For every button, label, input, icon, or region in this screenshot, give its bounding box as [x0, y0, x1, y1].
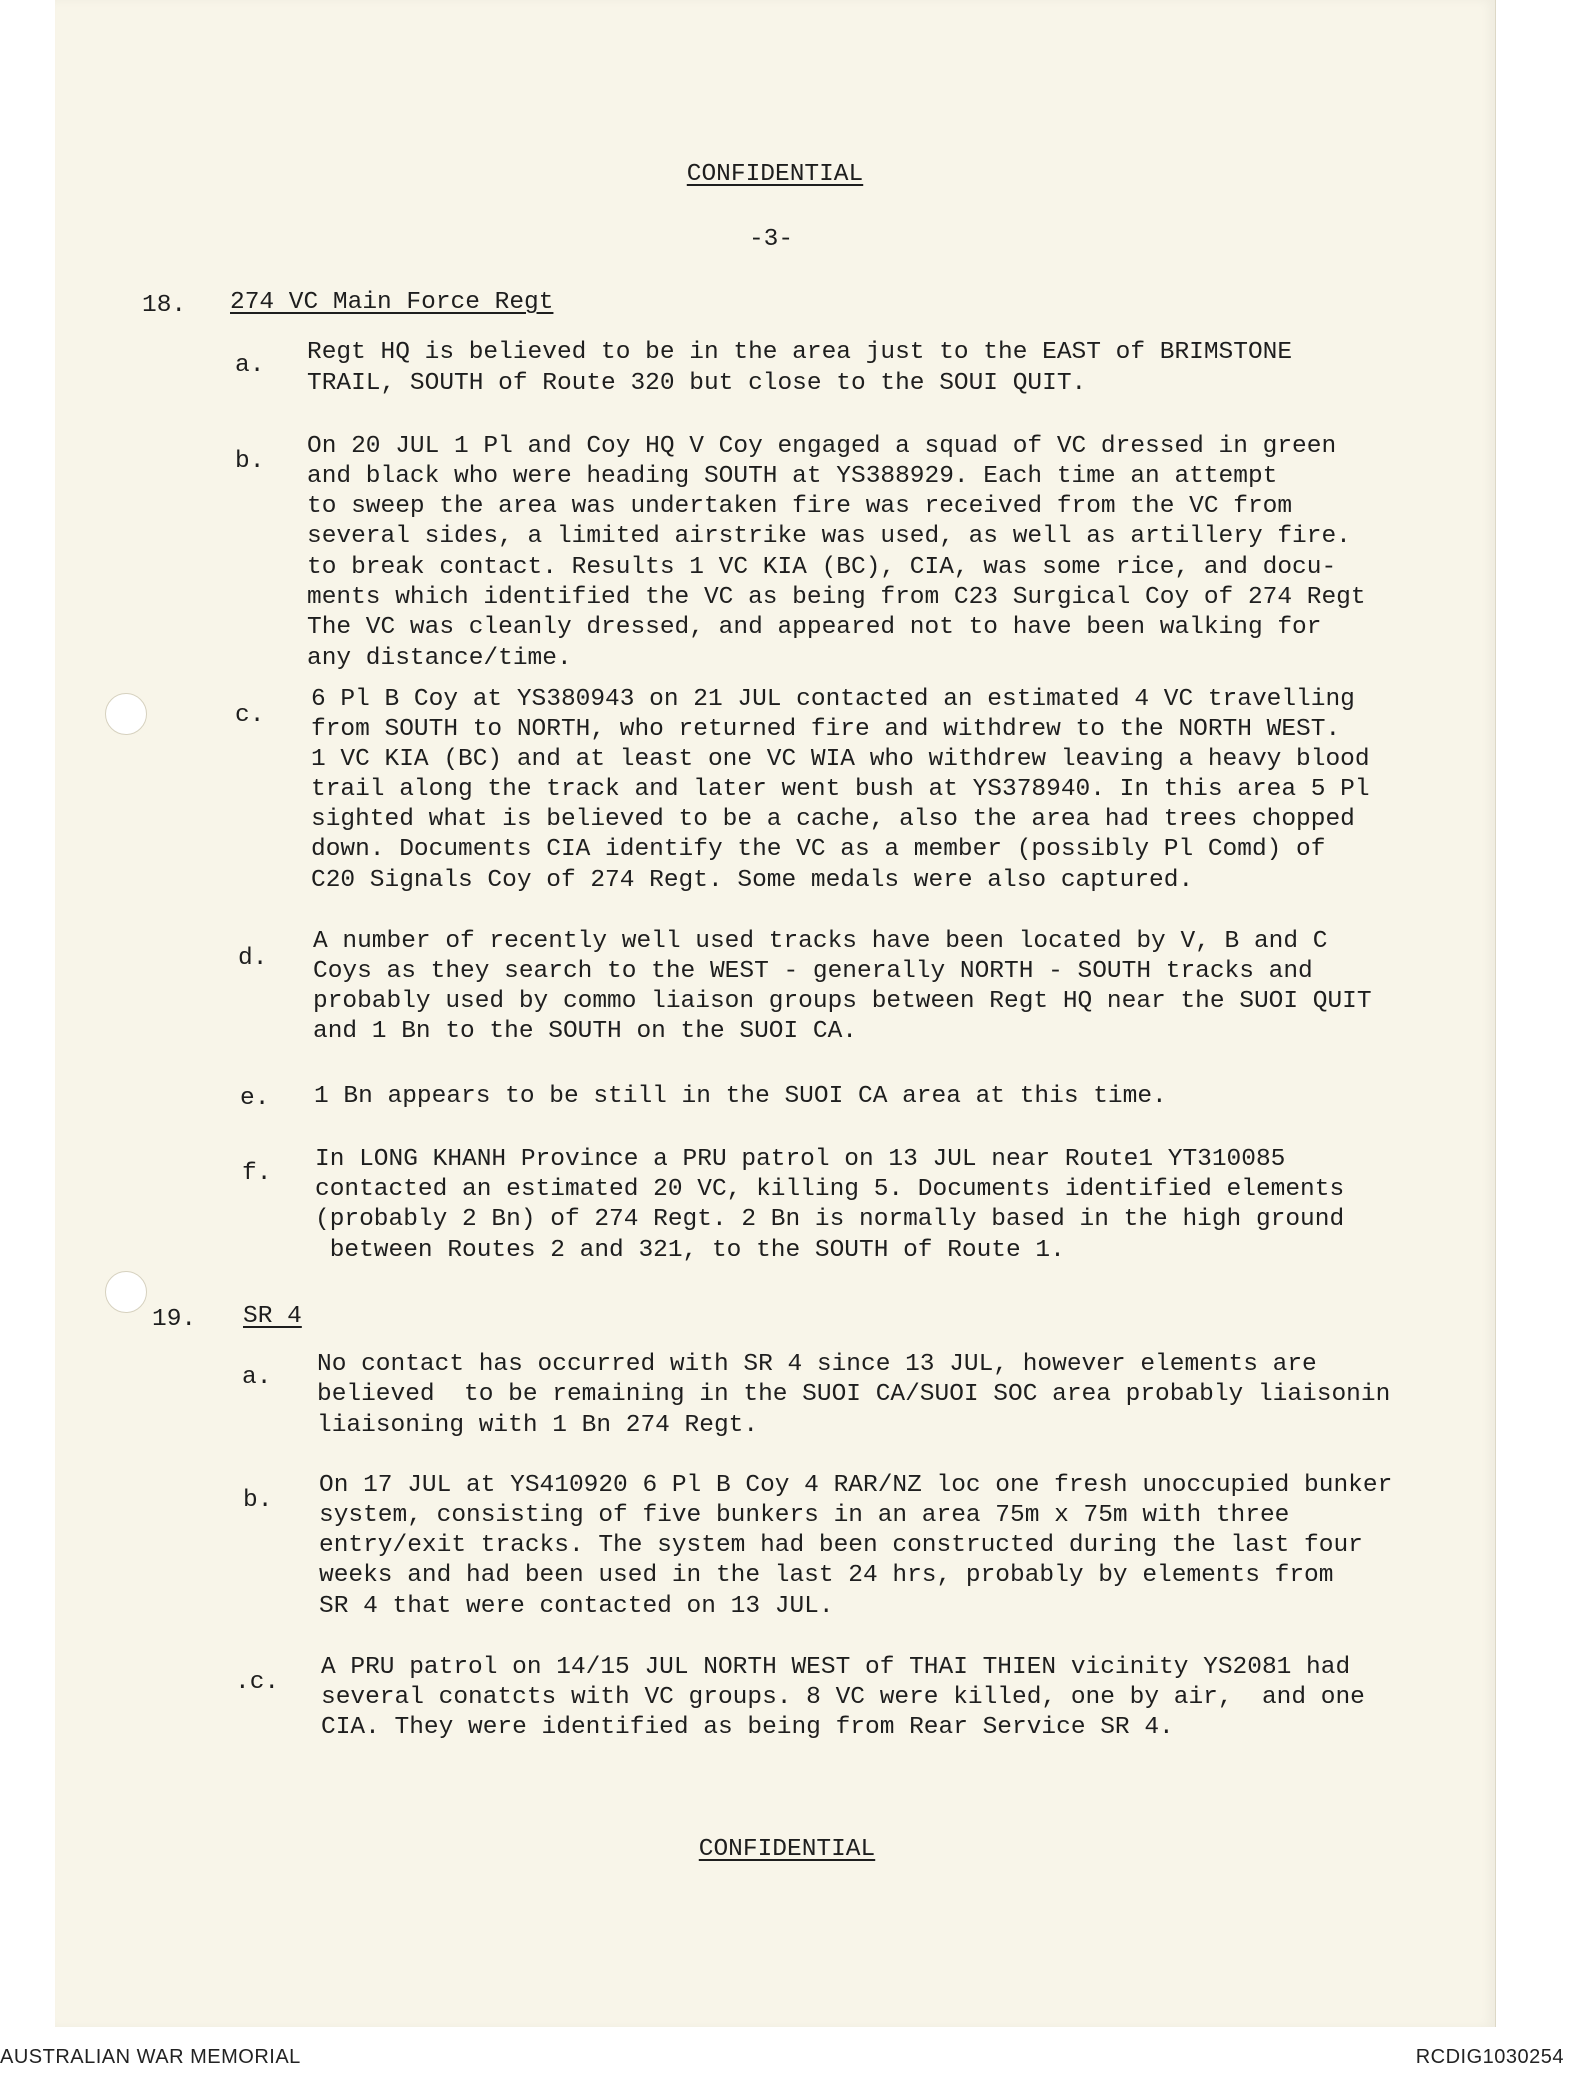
text-line: No contact has occurred with SR 4 since 13 JUL, however elements are — [317, 1351, 1317, 1378]
text-line: and black who were heading SOUTH at YS388929. Each time an attempt — [307, 463, 1278, 490]
text-line: contacted an estimated 20 VC, killing 5. Documents identified elements — [315, 1176, 1345, 1203]
item-letter: d. — [238, 945, 268, 972]
text-line: 6 Pl B Coy at YS380943 on 21 JUL contacted an estimated 4 VC travelling — [311, 686, 1355, 713]
text-line: The VC was cleanly dressed, and appeared not to have been walking for — [307, 614, 1322, 641]
text-line: entry/exit tracks. The system had been constructed during the last four — [319, 1532, 1363, 1559]
section-18-number: 18. — [142, 292, 187, 319]
text-line: On 20 JUL 1 Pl and Coy HQ V Coy engaged a squad of VC dressed in green — [307, 433, 1337, 460]
text-line: Coys as they search to the WEST - generally NORTH - SOUTH tracks and — [313, 958, 1313, 985]
text-line: probably used by commo liaison groups between Regt HQ near the SUOI QUIT — [313, 988, 1372, 1015]
text-line: ments which identified the VC as being from C23 Surgical Coy of 274 Regt — [307, 584, 1366, 611]
text-line: TRAIL, SOUTH of Route 320 but close to the SOUI QUIT. — [307, 370, 1087, 397]
footer-classification: CONFIDENTIAL — [698, 1836, 876, 1863]
text-line: weeks and had been used in the last 24 hrs, probably by elements from — [319, 1562, 1334, 1589]
section-19-title: SR 4 — [243, 1303, 302, 1330]
text-line: believed to be remaining in the SUOI CA/SUOI SOC area probably liaisonin — [317, 1381, 1391, 1408]
item-letter: e. — [240, 1085, 270, 1112]
item-letter: b. — [235, 448, 265, 475]
text-line: several conatcts with VC groups. 8 VC were killed, one by air, and one — [321, 1684, 1365, 1711]
section-19-number: 19. — [152, 1306, 197, 1333]
text-line: to break contact. Results 1 VC KIA (BC), CIA, was some rice, and docu- — [307, 554, 1337, 581]
text-line: several sides, a limited airstrike was used, as well as artillery fire. — [307, 523, 1351, 550]
section-18-title: 274 VC Main Force Regt — [230, 289, 554, 316]
punch-hole-bottom — [105, 1271, 147, 1313]
item-letter: .c. — [235, 1669, 280, 1696]
document-page — [55, 0, 1496, 2027]
item-letter: c. — [235, 702, 265, 729]
header-classification: CONFIDENTIAL — [686, 161, 864, 188]
archive-source-label: AUSTRALIAN WAR MEMORIAL — [0, 2046, 301, 2068]
text-line: sighted what is believed to be a cache, also the area had trees chopped — [311, 806, 1355, 833]
text-line: A PRU patrol on 14/15 JUL NORTH WEST of THAI THIEN vicinity YS2081 had — [321, 1654, 1351, 1681]
text-line: (probably 2 Bn) of 274 Regt. 2 Bn is normally based in the high ground — [315, 1206, 1345, 1233]
text-line: CIA. They were identified as being from Rear Service SR 4. — [321, 1714, 1174, 1741]
archive-reference-label: RCDIG1030254 — [1415, 2046, 1564, 2068]
text-line: trail along the track and later went bush at YS378940. In this area 5 Pl — [311, 776, 1370, 803]
text-line: between Routes 2 and 321, to the SOUTH of Route 1. — [315, 1237, 1065, 1264]
text-line: SR 4 that were contacted on 13 JUL. — [319, 1593, 834, 1620]
text-line: system, consisting of five bunkers in an area 75m x 75m with three — [319, 1502, 1290, 1529]
text-line: to sweep the area was undertaken fire was received from the VC from — [307, 493, 1293, 520]
page-number: -3- — [748, 226, 794, 253]
text-line: and 1 Bn to the SOUTH on the SUOI CA. — [313, 1018, 857, 1045]
text-line: from SOUTH to NORTH, who returned fire and withdrew to the NORTH WEST. — [311, 716, 1341, 743]
punch-hole-top — [105, 693, 147, 735]
text-line: C20 Signals Coy of 274 Regt. Some medals were also captured. — [311, 867, 1194, 894]
item-letter: a. — [242, 1364, 272, 1391]
text-line: Regt HQ is believed to be in the area just to the EAST of BRIMSTONE — [307, 339, 1293, 366]
text-line: 1 Bn appears to be still in the SUOI CA area at this time. — [314, 1083, 1167, 1110]
item-letter: a. — [235, 352, 265, 379]
text-line: In LONG KHANH Province a PRU patrol on 13 JUL near Route1 YT310085 — [315, 1146, 1286, 1173]
text-line: any distance/time. — [307, 645, 572, 672]
text-line: 1 VC KIA (BC) and at least one VC WIA who withdrew leaving a heavy blood — [311, 746, 1370, 773]
item-letter: f. — [242, 1160, 272, 1187]
item-letter: b. — [243, 1487, 273, 1514]
text-line: A number of recently well used tracks have been located by V, B and C — [313, 928, 1328, 955]
text-line: liaisoning with 1 Bn 274 Regt. — [317, 1412, 759, 1439]
text-line: down. Documents CIA identify the VC as a member (possibly Pl Comd) of — [311, 836, 1326, 863]
text-line: On 17 JUL at YS410920 6 Pl B Coy 4 RAR/NZ loc one fresh unoccupied bunker — [319, 1472, 1393, 1499]
